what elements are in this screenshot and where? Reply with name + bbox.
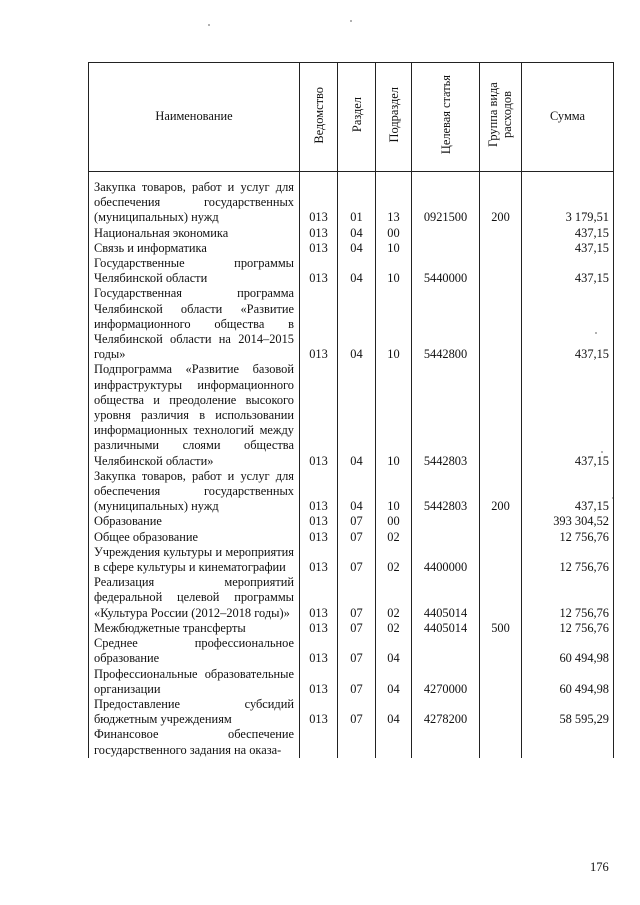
table-row	[89, 530, 614, 545]
cell-subsection: 00	[376, 226, 412, 241]
cell-sum: 437,15	[522, 226, 614, 241]
cell-subsection: 10	[376, 241, 412, 256]
cell-subsection: 02	[376, 621, 412, 636]
cell-target	[412, 514, 480, 529]
cell-target: 5440000	[412, 256, 480, 286]
table-row	[89, 256, 614, 286]
cell-section: 01	[338, 172, 376, 226]
cell-sum: 393 304,52	[522, 514, 614, 529]
cell-group	[480, 667, 522, 697]
cell-department: 013	[300, 636, 338, 666]
scan-speck	[350, 20, 352, 22]
table-row	[89, 362, 614, 468]
cell-name: Связь и информатика	[89, 241, 300, 256]
cell-department: 013	[300, 469, 338, 515]
cell-target: 0921500	[412, 172, 480, 226]
cell-name: Реализация мероприятий федеральной целевой программы «Культура России (2012–2018 годы)»	[89, 575, 300, 621]
cell-group: 200	[480, 172, 522, 226]
table-row	[89, 636, 614, 666]
cell-subsection: 00	[376, 514, 412, 529]
cell-section: 07	[338, 530, 376, 545]
cell-target: 5442800	[412, 286, 480, 362]
cell-section: 07	[338, 636, 376, 666]
cell-target	[412, 636, 480, 666]
table-row	[89, 172, 614, 226]
cell-subsection: 10	[376, 256, 412, 286]
cell-section: 04	[338, 469, 376, 515]
cell-sum: 58 595,29	[522, 697, 614, 727]
cell-group	[480, 727, 522, 757]
cell-section	[338, 727, 376, 757]
cell-subsection: 10	[376, 286, 412, 362]
cell-target	[412, 241, 480, 256]
cell-department: 013	[300, 697, 338, 727]
cell-subsection: 02	[376, 530, 412, 545]
cell-name: Государственная программа Челябинской области «Развитие информационного общества в Челябинской области на 2014–2015 годы»	[89, 286, 300, 362]
scan-speck	[208, 24, 210, 26]
cell-section: 07	[338, 621, 376, 636]
cell-name: Предоставление субсидий бюджетным учреждениям	[89, 697, 300, 727]
table-row	[89, 697, 614, 727]
cell-sum: 437,15	[522, 469, 614, 515]
cell-sum	[522, 727, 614, 757]
cell-name: Закупка товаров, работ и услуг для обеспечения государственных (муниципальных) нужд	[89, 172, 300, 226]
cell-department: 013	[300, 621, 338, 636]
cell-group	[480, 697, 522, 727]
cell-department: 013	[300, 256, 338, 286]
cell-group	[480, 226, 522, 241]
cell-department: 013	[300, 286, 338, 362]
cell-subsection: 04	[376, 697, 412, 727]
table-row	[89, 469, 614, 515]
cell-subsection: 04	[376, 636, 412, 666]
cell-section: 04	[338, 362, 376, 468]
cell-target: 5442803	[412, 362, 480, 468]
cell-section: 04	[338, 256, 376, 286]
cell-name: Межбюджетные трансферты	[89, 621, 300, 636]
cell-target: 4270000	[412, 667, 480, 697]
table-row	[89, 727, 614, 757]
cell-sum: 12 756,76	[522, 530, 614, 545]
header-subsection: Подраздел	[376, 63, 412, 172]
cell-subsection	[376, 727, 412, 757]
cell-department: 013	[300, 172, 338, 226]
table-row	[89, 514, 614, 529]
cell-sum: 60 494,98	[522, 636, 614, 666]
header-target: Целевая статья	[412, 63, 480, 172]
header-group: Группа вида расходов	[480, 63, 522, 172]
header-sum: Сумма	[522, 63, 614, 172]
cell-subsection: 10	[376, 362, 412, 468]
cell-target: 5442803	[412, 469, 480, 515]
cell-target	[412, 226, 480, 241]
cell-department: 013	[300, 667, 338, 697]
cell-group	[480, 256, 522, 286]
cell-name: Финансовое обеспечение государственного задания на оказа-	[89, 727, 300, 757]
cell-subsection: 13	[376, 172, 412, 226]
budget-table	[88, 62, 614, 758]
table-row	[89, 241, 614, 256]
cell-target	[412, 727, 480, 757]
cell-sum: 12 756,76	[522, 621, 614, 636]
cell-section: 07	[338, 514, 376, 529]
cell-department: 013	[300, 514, 338, 529]
cell-group	[480, 545, 522, 575]
header-section: Раздел	[338, 63, 376, 172]
cell-section: 04	[338, 226, 376, 241]
cell-group	[480, 530, 522, 545]
cell-group: 500	[480, 621, 522, 636]
cell-group	[480, 241, 522, 256]
cell-name: Учреждения культуры и мероприятия в сфере культуры и кинематографии	[89, 545, 300, 575]
table-row	[89, 545, 614, 575]
cell-subsection: 02	[376, 545, 412, 575]
cell-target: 4278200	[412, 697, 480, 727]
cell-sum: 12 756,76	[522, 545, 614, 575]
cell-department: 013	[300, 530, 338, 545]
cell-group	[480, 514, 522, 529]
cell-subsection: 04	[376, 667, 412, 697]
cell-group	[480, 575, 522, 621]
cell-target: 4405014	[412, 621, 480, 636]
cell-sum: 437,15	[522, 256, 614, 286]
table-row	[89, 286, 614, 362]
cell-sum: 437,15	[522, 241, 614, 256]
cell-name: Профессиональные образовательные организации	[89, 667, 300, 697]
cell-name: Подпрограмма «Развитие базовой инфраструктуры информационного общества и преодоление высокого уровня различия в использовании информационных технологий между различными слоями общества Челябинской области»	[89, 362, 300, 468]
cell-name: Общее образование	[89, 530, 300, 545]
cell-section: 07	[338, 545, 376, 575]
table-row	[89, 621, 614, 636]
table-row	[89, 226, 614, 241]
header-department: Ведомство	[300, 63, 338, 172]
cell-group	[480, 362, 522, 468]
cell-section: 07	[338, 697, 376, 727]
cell-target: 4400000	[412, 545, 480, 575]
cell-sum: 437,15	[522, 286, 614, 362]
cell-department: 013	[300, 241, 338, 256]
cell-section: 04	[338, 286, 376, 362]
cell-sum: 437,15	[522, 362, 614, 468]
page-number: 176	[590, 860, 609, 874]
cell-target: 4405014	[412, 575, 480, 621]
cell-subsection: 02	[376, 575, 412, 621]
cell-target	[412, 530, 480, 545]
cell-group	[480, 636, 522, 666]
table-header-row	[89, 63, 614, 172]
cell-name: Государственные программы Челябинской области	[89, 256, 300, 286]
cell-group: 200	[480, 469, 522, 515]
cell-name: Национальная экономика	[89, 226, 300, 241]
table-row	[89, 667, 614, 697]
cell-subsection: 10	[376, 469, 412, 515]
cell-department: 013	[300, 575, 338, 621]
cell-name: Закупка товаров, работ и услуг для обеспечения государственных (муниципальных) нужд	[89, 469, 300, 515]
cell-department: 013	[300, 545, 338, 575]
cell-section: 04	[338, 241, 376, 256]
cell-sum: 3 179,51	[522, 172, 614, 226]
cell-name: Среднее профессиональное образование	[89, 636, 300, 666]
cell-department: 013	[300, 226, 338, 241]
cell-sum: 12 756,76	[522, 575, 614, 621]
cell-section: 07	[338, 575, 376, 621]
header-name: Наименование	[89, 63, 300, 172]
cell-section: 07	[338, 667, 376, 697]
cell-name: Образование	[89, 514, 300, 529]
table-row	[89, 575, 614, 621]
cell-department: 013	[300, 362, 338, 468]
cell-department	[300, 727, 338, 757]
cell-sum: 60 494,98	[522, 667, 614, 697]
cell-group	[480, 286, 522, 362]
